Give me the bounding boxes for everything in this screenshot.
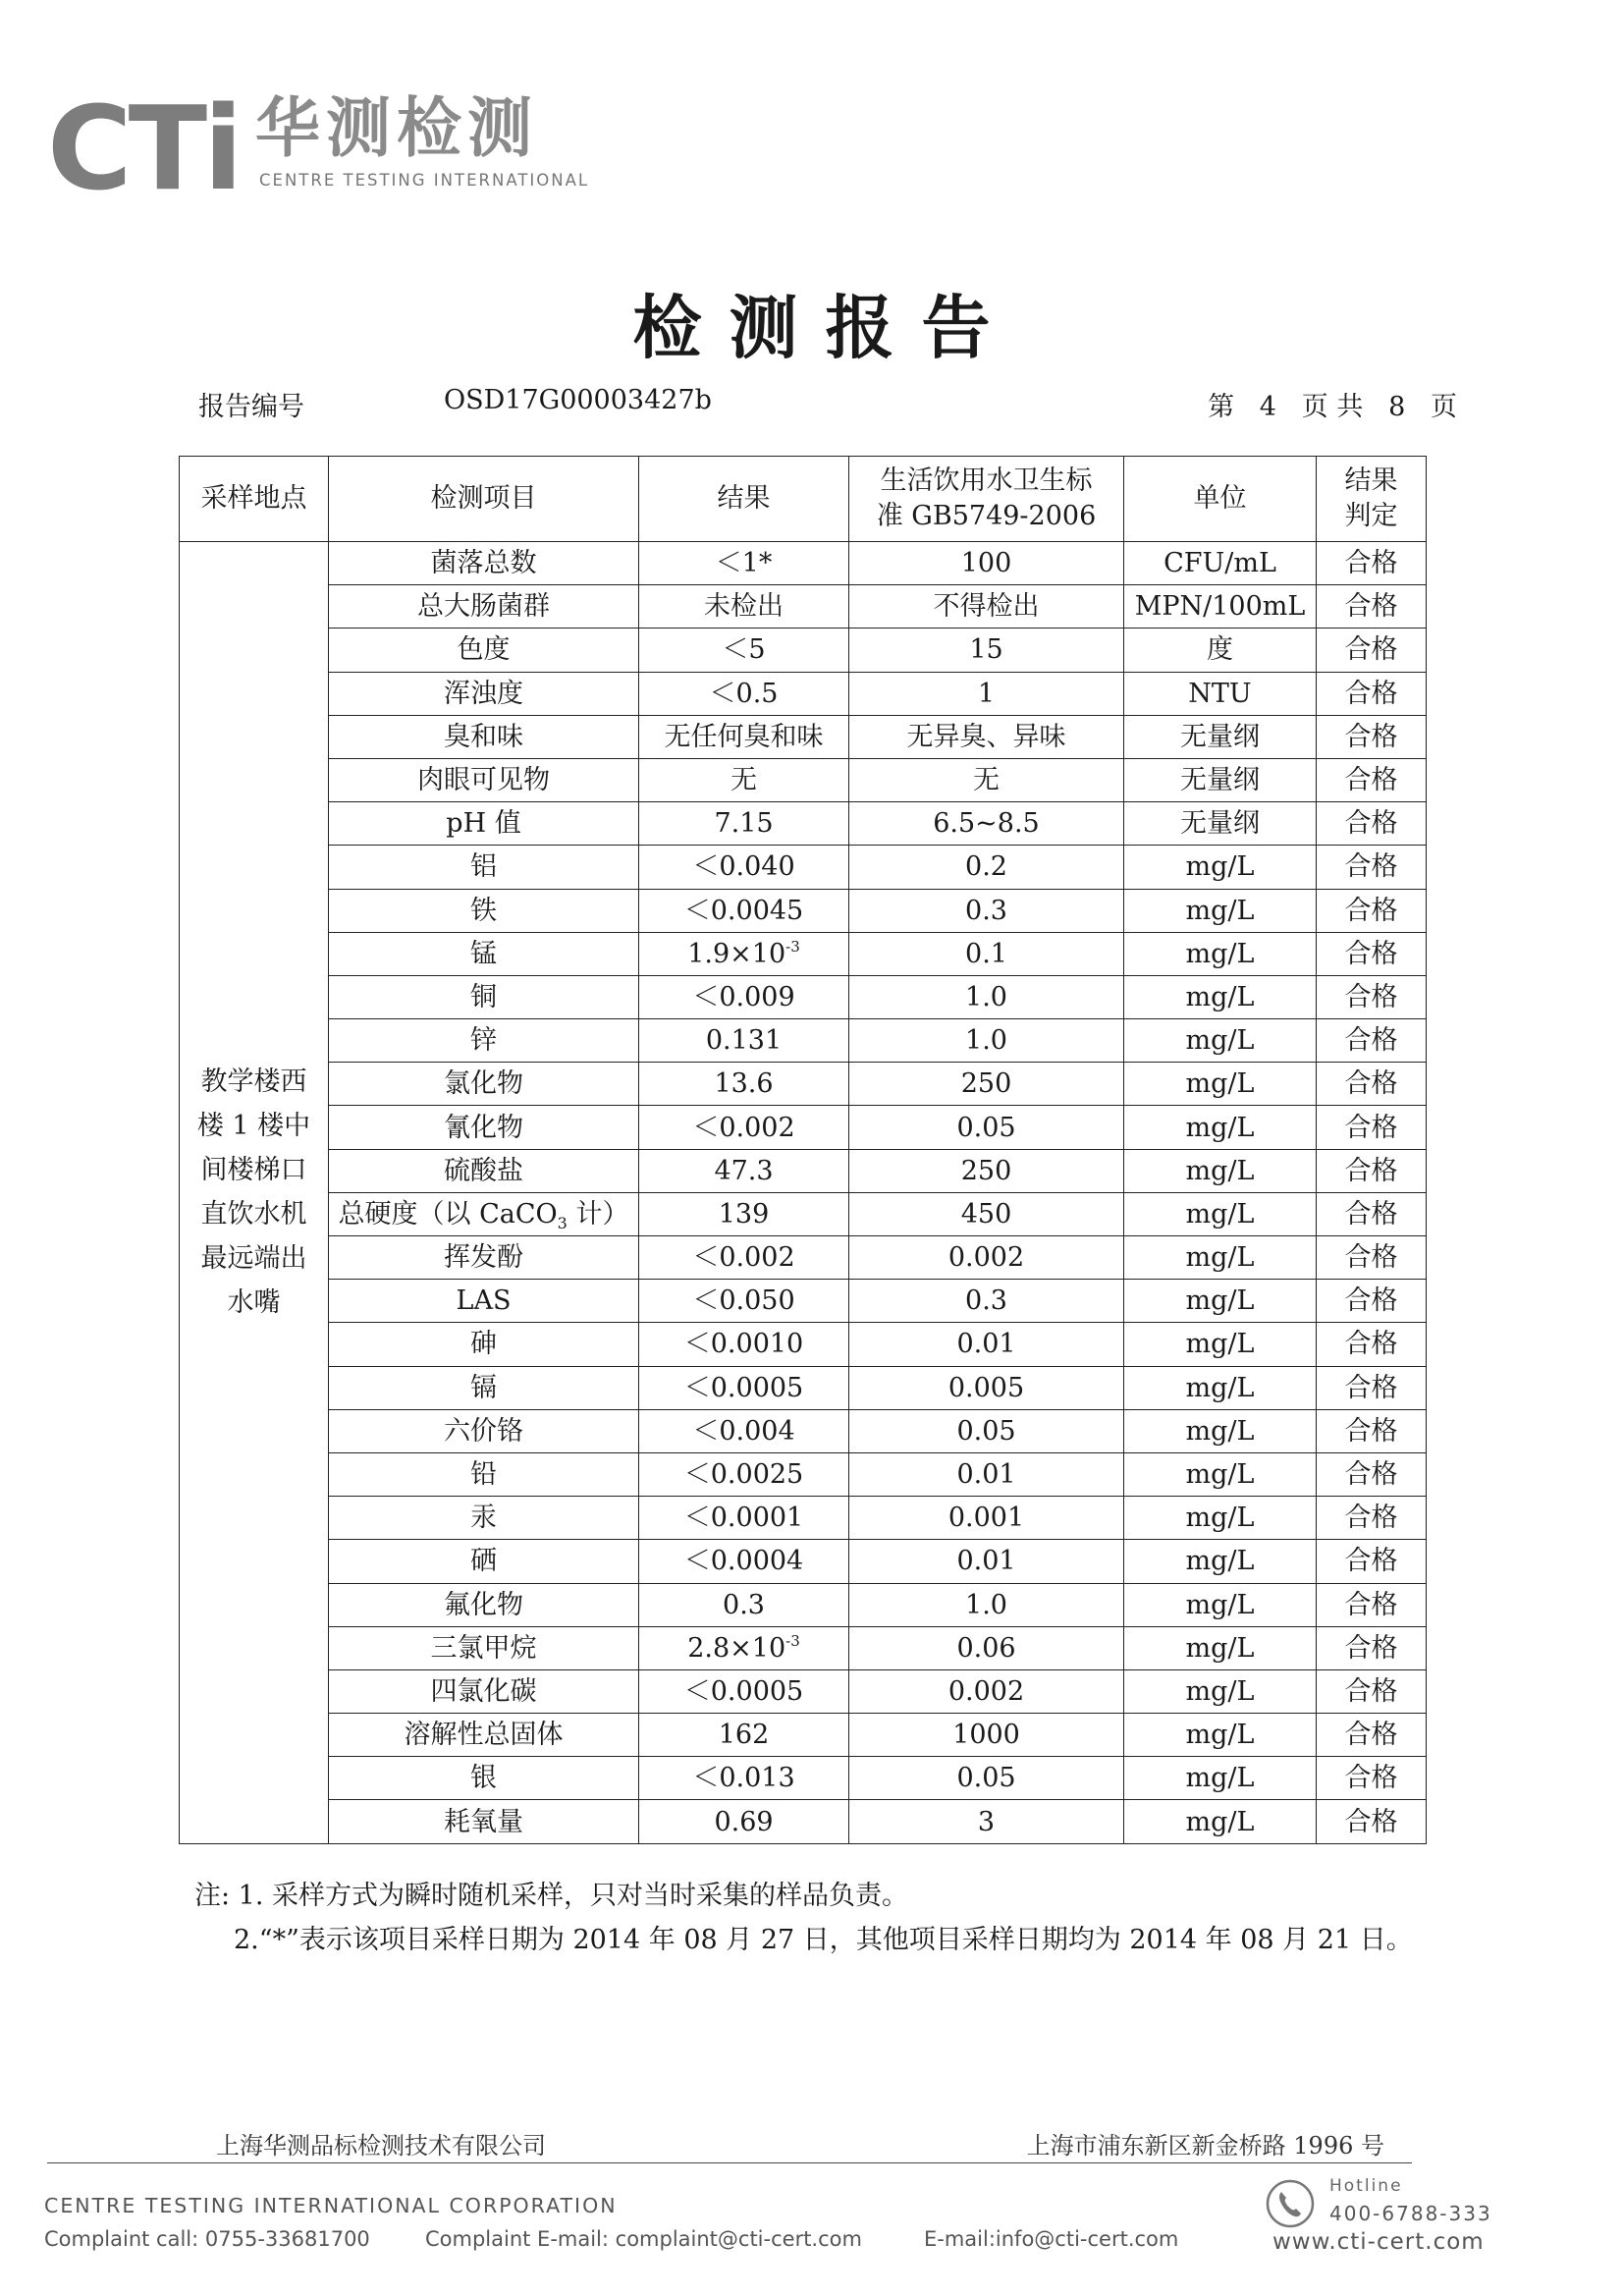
unit: mg/L <box>1124 1149 1317 1192</box>
standard-limit: 不得检出 <box>849 585 1124 629</box>
table-row <box>180 1497 1427 1540</box>
table-row <box>180 1063 1427 1106</box>
test-item: 挥发酚 <box>329 1236 639 1280</box>
test-result-base: 2.8×10 <box>687 1632 786 1664</box>
judgement: 合格 <box>1317 715 1427 758</box>
logo-chinese-text: 华测检测 <box>255 90 538 166</box>
test-result-base: 1.9×10 <box>687 938 786 969</box>
table-row <box>180 1366 1427 1409</box>
test-result: ＜0.050 <box>639 1280 849 1323</box>
test-result: ＜0.0004 <box>639 1540 849 1583</box>
test-item: 总大肠菌群 <box>329 585 639 629</box>
test-result: ＜0.013 <box>639 1757 849 1800</box>
test-result: 无 <box>639 758 849 801</box>
unit: mg/L <box>1124 1019 1317 1063</box>
unit: 无量纲 <box>1124 802 1317 846</box>
test-item: 色度 <box>329 629 639 672</box>
judgement: 合格 <box>1317 672 1427 715</box>
unit: mg/L <box>1124 1757 1317 1800</box>
judgement: 合格 <box>1317 1236 1427 1280</box>
standard-limit: 无异臭、异味 <box>849 715 1124 758</box>
company-logo <box>47 61 597 216</box>
unit: mg/L <box>1124 1669 1317 1713</box>
judgement: 合格 <box>1317 1714 1427 1757</box>
standard-limit: 15 <box>849 629 1124 672</box>
test-item: 氰化物 <box>329 1106 639 1149</box>
test-result: ＜0.5 <box>639 672 849 715</box>
unit: 无量纲 <box>1124 715 1317 758</box>
unit: mg/L <box>1124 1714 1317 1757</box>
header-unit: 单位 <box>1124 457 1317 542</box>
table-row <box>180 1236 1427 1280</box>
note-1: 注: 1. 采样方式为瞬时随机采样，只对当时采集的样品负责。 <box>194 1881 909 1911</box>
test-result: 无任何臭和味 <box>639 715 849 758</box>
judgement: 合格 <box>1317 585 1427 629</box>
test-item: 锌 <box>329 1019 639 1063</box>
test-item: 硫酸盐 <box>329 1149 639 1192</box>
unit: mg/L <box>1124 889 1317 932</box>
judgement: 合格 <box>1317 1192 1427 1235</box>
company-name: 上海华测品标检测技术有限公司 <box>216 2132 546 2159</box>
standard-limit: 0.005 <box>849 1366 1124 1409</box>
table-row <box>180 1669 1427 1713</box>
unit: mg/L <box>1124 1497 1317 1540</box>
table-row <box>180 1583 1427 1626</box>
phone-icon <box>1265 2178 1316 2229</box>
table-row <box>180 975 1427 1018</box>
table-row <box>180 802 1427 846</box>
standard-limit: 0.3 <box>849 1280 1124 1323</box>
results-table <box>179 456 1427 1844</box>
judgement: 合格 <box>1317 1409 1427 1452</box>
judgement: 合格 <box>1317 1452 1427 1496</box>
test-result: 139 <box>639 1192 849 1235</box>
company-address: 上海市浦东新区新金桥路 1996 号 <box>1026 2132 1384 2159</box>
test-result: ＜0.0045 <box>639 889 849 932</box>
report-title: 检测报告 <box>632 287 1018 368</box>
header-site: 采样地点 <box>180 457 329 542</box>
table-row <box>180 758 1427 801</box>
judgement: 合格 <box>1317 975 1427 1018</box>
sampling-site-line: 楼 1 楼中 <box>196 1111 311 1142</box>
standard-limit: 0.06 <box>849 1626 1124 1669</box>
test-result: ＜1* <box>639 542 849 585</box>
test-item <box>329 1192 639 1235</box>
test-item: LAS <box>329 1280 639 1323</box>
test-item: 三氯甲烷 <box>329 1626 639 1669</box>
unit: mg/L <box>1124 1409 1317 1452</box>
note-2: 2.“*”表示该项目采样日期为 2014 年 08 月 27 日，其他项目采样日期均为 2014 年 08 月 21 日。 <box>234 1925 1413 1955</box>
judgement: 合格 <box>1317 629 1427 672</box>
standard-limit: 0.05 <box>849 1757 1124 1800</box>
judgement: 合格 <box>1317 542 1427 585</box>
standard-limit: 0.001 <box>849 1497 1124 1540</box>
test-result: 162 <box>639 1714 849 1757</box>
test-item-suffix: 计） <box>567 1198 629 1230</box>
standard-limit: 无 <box>849 758 1124 801</box>
standard-limit: 100 <box>849 542 1124 585</box>
judgement: 合格 <box>1317 1583 1427 1626</box>
test-item: 氟化物 <box>329 1583 639 1626</box>
table-row <box>180 846 1427 889</box>
test-result-exponent: -3 <box>785 1631 800 1650</box>
test-result: ＜0.0001 <box>639 1497 849 1540</box>
judgement: 合格 <box>1317 1149 1427 1192</box>
unit: mg/L <box>1124 1626 1317 1669</box>
header-judgement-line2: 判定 <box>1344 501 1398 531</box>
standard-limit: 0.002 <box>849 1669 1124 1713</box>
test-result: 47.3 <box>639 1149 849 1192</box>
test-item-subscript: 3 <box>557 1213 568 1232</box>
unit: mg/L <box>1124 1323 1317 1366</box>
test-item: 浑浊度 <box>329 672 639 715</box>
test-item: 六价铬 <box>329 1409 639 1452</box>
table-row <box>180 1192 1427 1235</box>
table-row <box>180 629 1427 672</box>
test-item: 铝 <box>329 846 639 889</box>
standard-limit: 250 <box>849 1149 1124 1192</box>
test-result: ＜0.0010 <box>639 1323 849 1366</box>
table-row <box>180 889 1427 932</box>
page-indicator: 第 4 页 共 8 页 <box>1208 392 1457 422</box>
judgement: 合格 <box>1317 932 1427 975</box>
judgement: 合格 <box>1317 889 1427 932</box>
standard-limit: 0.05 <box>849 1106 1124 1149</box>
test-item: 溶解性总固体 <box>329 1714 639 1757</box>
table-row <box>180 932 1427 975</box>
test-result: ＜0.004 <box>639 1409 849 1452</box>
unit: mg/L <box>1124 1366 1317 1409</box>
test-result <box>639 1626 849 1669</box>
standard-limit: 3 <box>849 1800 1124 1843</box>
standard-limit: 0.002 <box>849 1236 1124 1280</box>
test-result: ＜0.002 <box>639 1106 849 1149</box>
table-row <box>180 1714 1427 1757</box>
unit: mg/L <box>1124 1800 1317 1843</box>
standard-limit: 1.0 <box>849 975 1124 1018</box>
test-item: 铅 <box>329 1452 639 1496</box>
judgement: 合格 <box>1317 1626 1427 1669</box>
test-result: 13.6 <box>639 1063 849 1106</box>
table-row <box>180 542 1427 585</box>
results-body <box>180 542 1427 1844</box>
unit: mg/L <box>1124 1192 1317 1235</box>
standard-limit: 450 <box>849 1192 1124 1235</box>
complaint-email: Complaint E-mail: complaint@cti-cert.com <box>425 2227 862 2251</box>
test-result: ＜5 <box>639 629 849 672</box>
standard-limit: 250 <box>849 1063 1124 1106</box>
report-number-label: 报告编号 <box>198 392 304 422</box>
standard-limit: 0.2 <box>849 846 1124 889</box>
standard-limit: 0.01 <box>849 1540 1124 1583</box>
table-row <box>180 1626 1427 1669</box>
header-judgement <box>1317 457 1427 542</box>
judgement: 合格 <box>1317 1366 1427 1409</box>
standard-limit: 1.0 <box>849 1019 1124 1063</box>
table-row <box>180 1323 1427 1366</box>
test-result: ＜0.009 <box>639 975 849 1018</box>
standard-limit: 1000 <box>849 1714 1124 1757</box>
report-meta <box>198 385 1457 424</box>
standard-limit: 0.3 <box>849 889 1124 932</box>
unit: mg/L <box>1124 1540 1317 1583</box>
notes <box>194 1874 1413 1962</box>
test-item: 四氯化碳 <box>329 1669 639 1713</box>
unit: mg/L <box>1124 1583 1317 1626</box>
unit: mg/L <box>1124 975 1317 1018</box>
sampling-site <box>180 542 329 1844</box>
table-row <box>180 1280 1427 1323</box>
table-row <box>180 1019 1427 1063</box>
test-result: 7.15 <box>639 802 849 846</box>
standard-limit: 1.0 <box>849 1583 1124 1626</box>
table-header-row <box>180 457 1427 542</box>
judgement: 合格 <box>1317 1800 1427 1843</box>
test-item: 汞 <box>329 1497 639 1540</box>
test-item: 铁 <box>329 889 639 932</box>
judgement: 合格 <box>1317 1669 1427 1713</box>
website: www.cti-cert.com <box>1272 2229 1485 2255</box>
footer-corporation: CENTRE TESTING INTERNATIONAL CORPORATION <box>44 2194 618 2217</box>
test-result: ＜0.0005 <box>639 1366 849 1409</box>
unit: 无量纲 <box>1124 758 1317 801</box>
table-row <box>180 1757 1427 1800</box>
judgement: 合格 <box>1317 846 1427 889</box>
table-row <box>180 585 1427 629</box>
report-number-value: OSD17G00003427b <box>444 385 712 415</box>
header-judgement-line1: 结果 <box>1344 465 1398 496</box>
standard-limit: 0.1 <box>849 932 1124 975</box>
unit: mg/L <box>1124 1280 1317 1323</box>
standard-limit: 0.01 <box>849 1452 1124 1496</box>
unit: 度 <box>1124 629 1317 672</box>
test-result: ＜0.002 <box>639 1236 849 1280</box>
judgement: 合格 <box>1317 1323 1427 1366</box>
test-result-exponent: -3 <box>785 937 800 956</box>
hotline-label: Hotline <box>1329 2176 1403 2196</box>
test-result <box>639 932 849 975</box>
unit: mg/L <box>1124 1106 1317 1149</box>
standard-limit: 6.5~8.5 <box>849 802 1124 846</box>
test-result: 0.131 <box>639 1019 849 1063</box>
test-item: 银 <box>329 1757 639 1800</box>
test-result: 0.3 <box>639 1583 849 1626</box>
hotline-number: 400-6788-333 <box>1329 2202 1492 2225</box>
judgement: 合格 <box>1317 1106 1427 1149</box>
test-item: 锰 <box>329 932 639 975</box>
unit: mg/L <box>1124 1063 1317 1106</box>
test-item: 硒 <box>329 1540 639 1583</box>
test-item: 氯化物 <box>329 1063 639 1106</box>
table-row <box>180 715 1427 758</box>
table-row <box>180 1540 1427 1583</box>
unit: CFU/mL <box>1124 542 1317 585</box>
judgement: 合格 <box>1317 1019 1427 1063</box>
sampling-site-line: 直饮水机 <box>200 1199 307 1230</box>
unit: mg/L <box>1124 1236 1317 1280</box>
unit: mg/L <box>1124 1452 1317 1496</box>
complaint-call: Complaint call: 0755-33681700 <box>44 2227 370 2251</box>
header-item: 检测项目 <box>329 457 639 542</box>
unit: mg/L <box>1124 932 1317 975</box>
header-standard-line1: 生活饮用水卫生标 <box>880 465 1093 496</box>
standard-limit: 1 <box>849 672 1124 715</box>
header-result: 结果 <box>639 457 849 542</box>
logo-cti-text: CTi <box>47 81 240 216</box>
test-result: 未检出 <box>639 585 849 629</box>
test-result: 0.69 <box>639 1800 849 1843</box>
unit: MPN/100mL <box>1124 585 1317 629</box>
test-result: ＜0.040 <box>639 846 849 889</box>
test-item: 砷 <box>329 1323 639 1366</box>
standard-limit: 0.01 <box>849 1323 1124 1366</box>
unit: NTU <box>1124 672 1317 715</box>
sampling-site-line: 教学楼西 <box>200 1066 307 1098</box>
company-line <box>47 2123 1412 2163</box>
table-row <box>180 1800 1427 1843</box>
test-item: 肉眼可见物 <box>329 758 639 801</box>
test-item: pH 值 <box>329 802 639 846</box>
header-standard-line2: 准 GB5749-2006 <box>876 501 1097 531</box>
sampling-site-line: 最远端出 <box>200 1243 307 1275</box>
judgement: 合格 <box>1317 1757 1427 1800</box>
sampling-site-line: 间楼梯口 <box>200 1155 307 1186</box>
standard-limit: 0.05 <box>849 1409 1124 1452</box>
test-item: 镉 <box>329 1366 639 1409</box>
judgement: 合格 <box>1317 758 1427 801</box>
judgement: 合格 <box>1317 1497 1427 1540</box>
table-row <box>180 1409 1427 1452</box>
judgement: 合格 <box>1317 1063 1427 1106</box>
header-standard <box>849 457 1124 542</box>
test-item: 菌落总数 <box>329 542 639 585</box>
unit: mg/L <box>1124 846 1317 889</box>
test-item-prefix: 总硬度（以 CaCO <box>338 1198 558 1230</box>
info-email: E-mail:info@cti-cert.com <box>924 2227 1179 2251</box>
test-item: 铜 <box>329 975 639 1018</box>
logo-english-text: CENTRE TESTING INTERNATIONAL <box>259 171 590 190</box>
sampling-site-line: 水嘴 <box>227 1287 281 1319</box>
table-row <box>180 1452 1427 1496</box>
judgement: 合格 <box>1317 1280 1427 1323</box>
judgement: 合格 <box>1317 802 1427 846</box>
test-result: ＜0.0025 <box>639 1452 849 1496</box>
test-item: 耗氧量 <box>329 1800 639 1843</box>
test-result: ＜0.0005 <box>639 1669 849 1713</box>
judgement: 合格 <box>1317 1540 1427 1583</box>
table-row <box>180 1106 1427 1149</box>
test-item: 臭和味 <box>329 715 639 758</box>
table-row <box>180 1149 1427 1192</box>
table-row <box>180 672 1427 715</box>
